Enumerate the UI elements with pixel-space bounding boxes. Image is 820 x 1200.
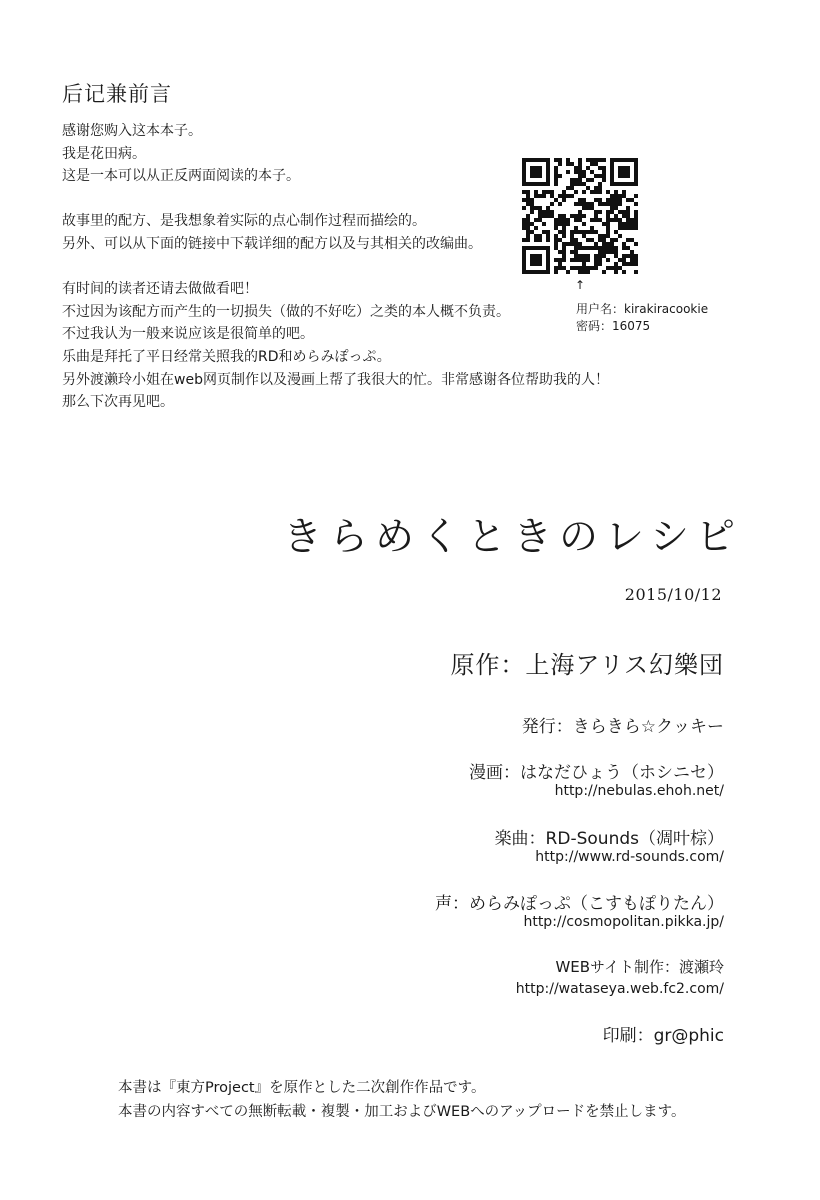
afterword-line: 这是一本可以从正反两面阅读的本子。	[62, 168, 300, 185]
web-link[interactable]: http://wataseya.web.fc2.com/	[515, 981, 724, 997]
afterword-line: 有时间的读者还请去做做看吧！	[62, 281, 258, 298]
afterword-line: 那么下次再见吧。	[62, 394, 174, 411]
arrow-up-icon: ↑	[575, 278, 586, 292]
copyright-notice: 本書の内容すべての無断転載・複製・加工およびWEBへのアップロードを禁止します。	[118, 1104, 686, 1120]
web-credit: WEBサイト制作：渡瀬玲	[555, 958, 724, 976]
publication-date: 2015/10/12	[624, 585, 722, 604]
music-link[interactable]: http://www.rd-sounds.com/	[535, 849, 724, 865]
afterword-line: 不过因为该配方而产生的一切损失（做的不好吃）之类的本人概不负责。	[62, 303, 510, 320]
copyright-notice: 本書は『東方Project』を原作とした二次創作作品です。	[118, 1080, 486, 1096]
password-text: 密码：16075	[576, 319, 651, 333]
username-text: 用户名：kirakiracookie	[576, 302, 709, 316]
afterword-line: 感谢您购入这本本子。	[62, 123, 202, 139]
afterword-line: 故事里的配方、是我想象着实际的点心制作过程而描绘的。	[62, 213, 426, 230]
original-work: 原作：上海アリス幻樂団	[450, 651, 724, 679]
afterword-line: 另外渡濑玲小姐在web网页制作以及漫画上帮了我很大的忙。非常感谢各位帮助我的人！	[62, 371, 609, 388]
afterword-body	[62, 120, 609, 414]
manga-link[interactable]: http://nebulas.ehoh.net/	[554, 783, 724, 799]
afterword-line: 另外、可以从下面的链接中下载详细的配方以及与其相关的改编曲。	[62, 235, 482, 252]
qr-code-icon[interactable]	[522, 158, 638, 274]
afterword-line: 乐曲是拜托了平日经常关照我的RD和めらみぽっぷ。	[62, 348, 391, 365]
afterword-title: 后记兼前言	[62, 82, 172, 106]
printing-credit: 印刷：gr@phic	[602, 1026, 724, 1046]
publisher-credit: 発行：きらきら☆クッキー	[521, 717, 724, 737]
book-title: きらめくときのレシピ	[282, 515, 742, 560]
afterword-line: 不过我认为一般来说应该是很简单的吧。	[62, 326, 314, 343]
voice-link[interactable]: http://cosmopolitan.pikka.jp/	[523, 914, 724, 930]
afterword-line: 我是花田病。	[62, 145, 146, 162]
manga-credit: 漫画：はなだひょう（ホシニセ）	[469, 763, 724, 783]
voice-credit: 声：めらみぽっぷ（こすもぽりたん）	[435, 894, 724, 914]
music-credit: 楽曲：RD-Sounds（凋叶棕）	[494, 829, 724, 849]
